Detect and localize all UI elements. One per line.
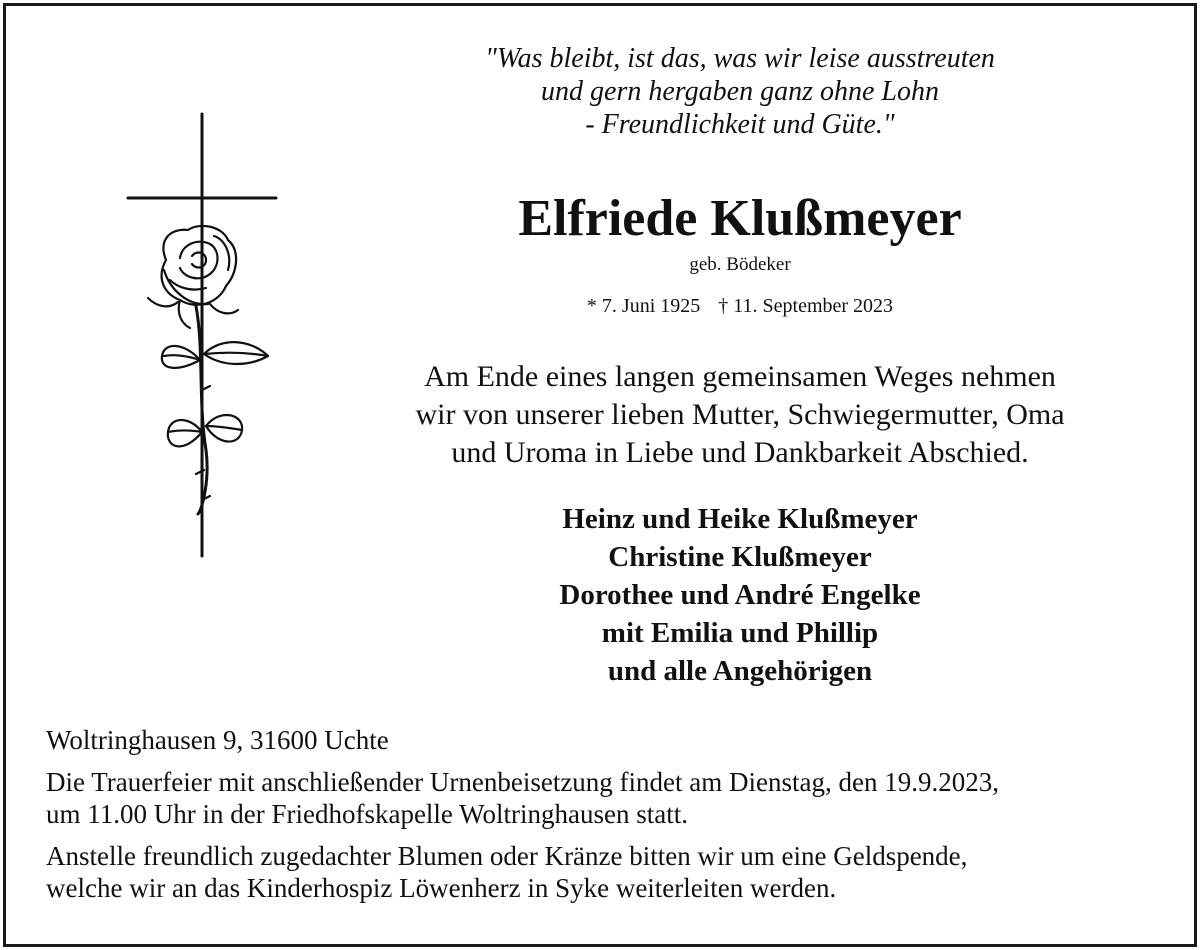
death-date: † 11. September 2023 — [718, 295, 894, 317]
donation-notice — [46, 840, 1176, 904]
mourner-line: mit Emilia und Phillip — [601, 617, 879, 649]
message-line: wir von unserer lieben Mutter, Schwiegermutter, Oma — [415, 398, 1065, 431]
address-line: Woltringhausen 9, 31600 Uchte — [46, 725, 389, 755]
funeral-notice — [46, 766, 1176, 830]
birth-date: * 7. Juni 1925 — [586, 295, 701, 317]
birth-name: geb. Bödeker — [689, 254, 791, 275]
mourner-line: und alle Angehörigen — [607, 655, 873, 687]
mourners-list — [380, 500, 1100, 690]
mourner-line: Christine Klußmeyer — [608, 541, 872, 573]
quote-line: "Was bleibt, ist das, was wir leise ausstreuten — [485, 43, 995, 74]
deceased-name: Elfriede Klußmeyer — [518, 190, 962, 247]
funeral-notice-line: Die Trauerfeier mit anschließender Urnenbeisetzung findet am Dienstag, den 19.9.2023, — [46, 767, 999, 797]
cross-with-rose-icon — [118, 110, 288, 570]
quote-line: und gern hergaben ganz ohne Lohn — [541, 76, 939, 107]
quote-line: - Freundlichkeit und Güte." — [585, 109, 895, 140]
mourner-line: Heinz und Heike Klußmeyer — [562, 503, 918, 535]
donation-notice-line: welche wir an das Kinderhospiz Löwenherz in Syke weiterleiten werden. — [46, 873, 837, 903]
address — [46, 724, 1176, 756]
message-line: und Uroma in Liebe und Dankbarkeit Abschied. — [451, 436, 1029, 469]
message-line: Am Ende eines langen gemeinsamen Weges nehmen — [424, 360, 1056, 393]
life-dates — [380, 294, 1100, 318]
funeral-notice-line: um 11.00 Uhr in der Friedhofskapelle Woltringhausen statt. — [46, 799, 688, 829]
donation-notice-line: Anstelle freundlich zugedachter Blumen oder Kränze bitten wir um eine Geldspende, — [46, 841, 968, 871]
mourner-line: Dorothee und André Engelke — [559, 579, 921, 611]
farewell-message — [340, 358, 1140, 472]
memorial-quote — [380, 42, 1100, 141]
notice-details — [46, 724, 1176, 904]
